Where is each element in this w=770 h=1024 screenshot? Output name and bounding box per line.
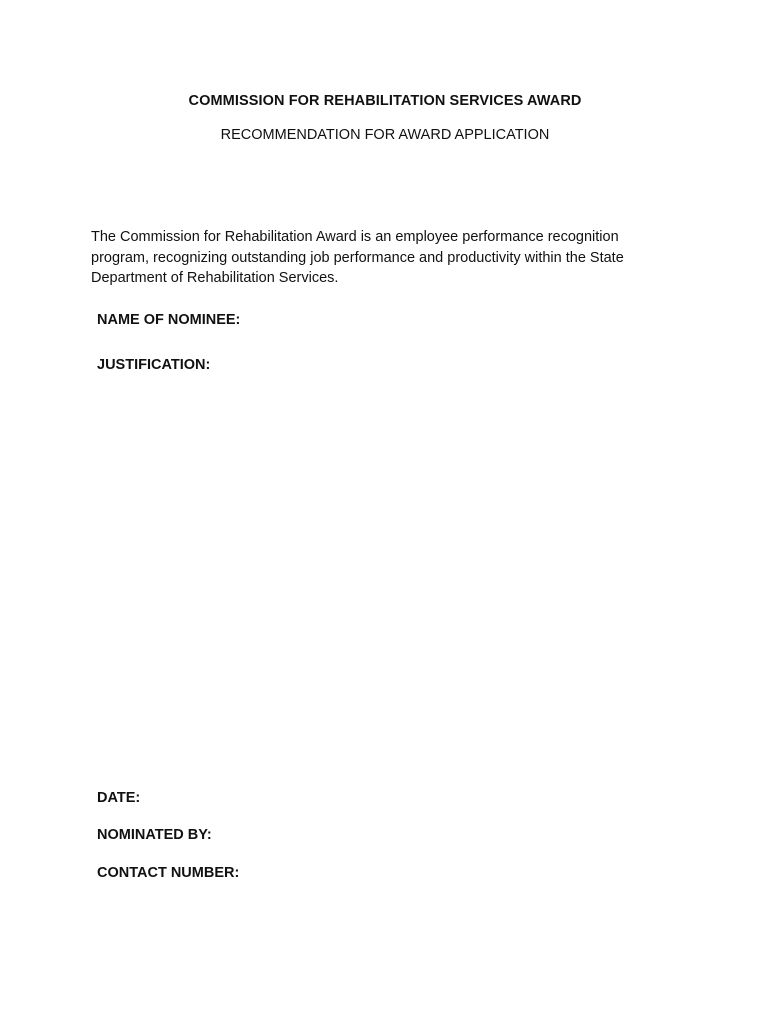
- intro-paragraph: [91, 227, 691, 289]
- nominated-by-label: NOMINATED BY:: [97, 827, 212, 843]
- document-subtitle: RECOMMENDATION FOR AWARD APPLICATION: [220, 127, 550, 143]
- nominee-label: NAME OF NOMINEE:: [97, 312, 241, 328]
- intro-line: program, recognizing outstanding job performance and productivity within the State: [91, 249, 624, 266]
- intro-line: The Commission for Rehabilitation Award is an employee performance recognition: [91, 229, 619, 245]
- intro-line: Department of Rehabilitation Services.: [91, 270, 339, 286]
- document-title: COMMISSION FOR REHABILITATION SERVICES AWARD: [188, 93, 582, 109]
- contact-number-label: CONTACT NUMBER:: [97, 865, 240, 881]
- justification-label: JUSTIFICATION:: [97, 357, 211, 373]
- date-label: DATE:: [97, 790, 141, 806]
